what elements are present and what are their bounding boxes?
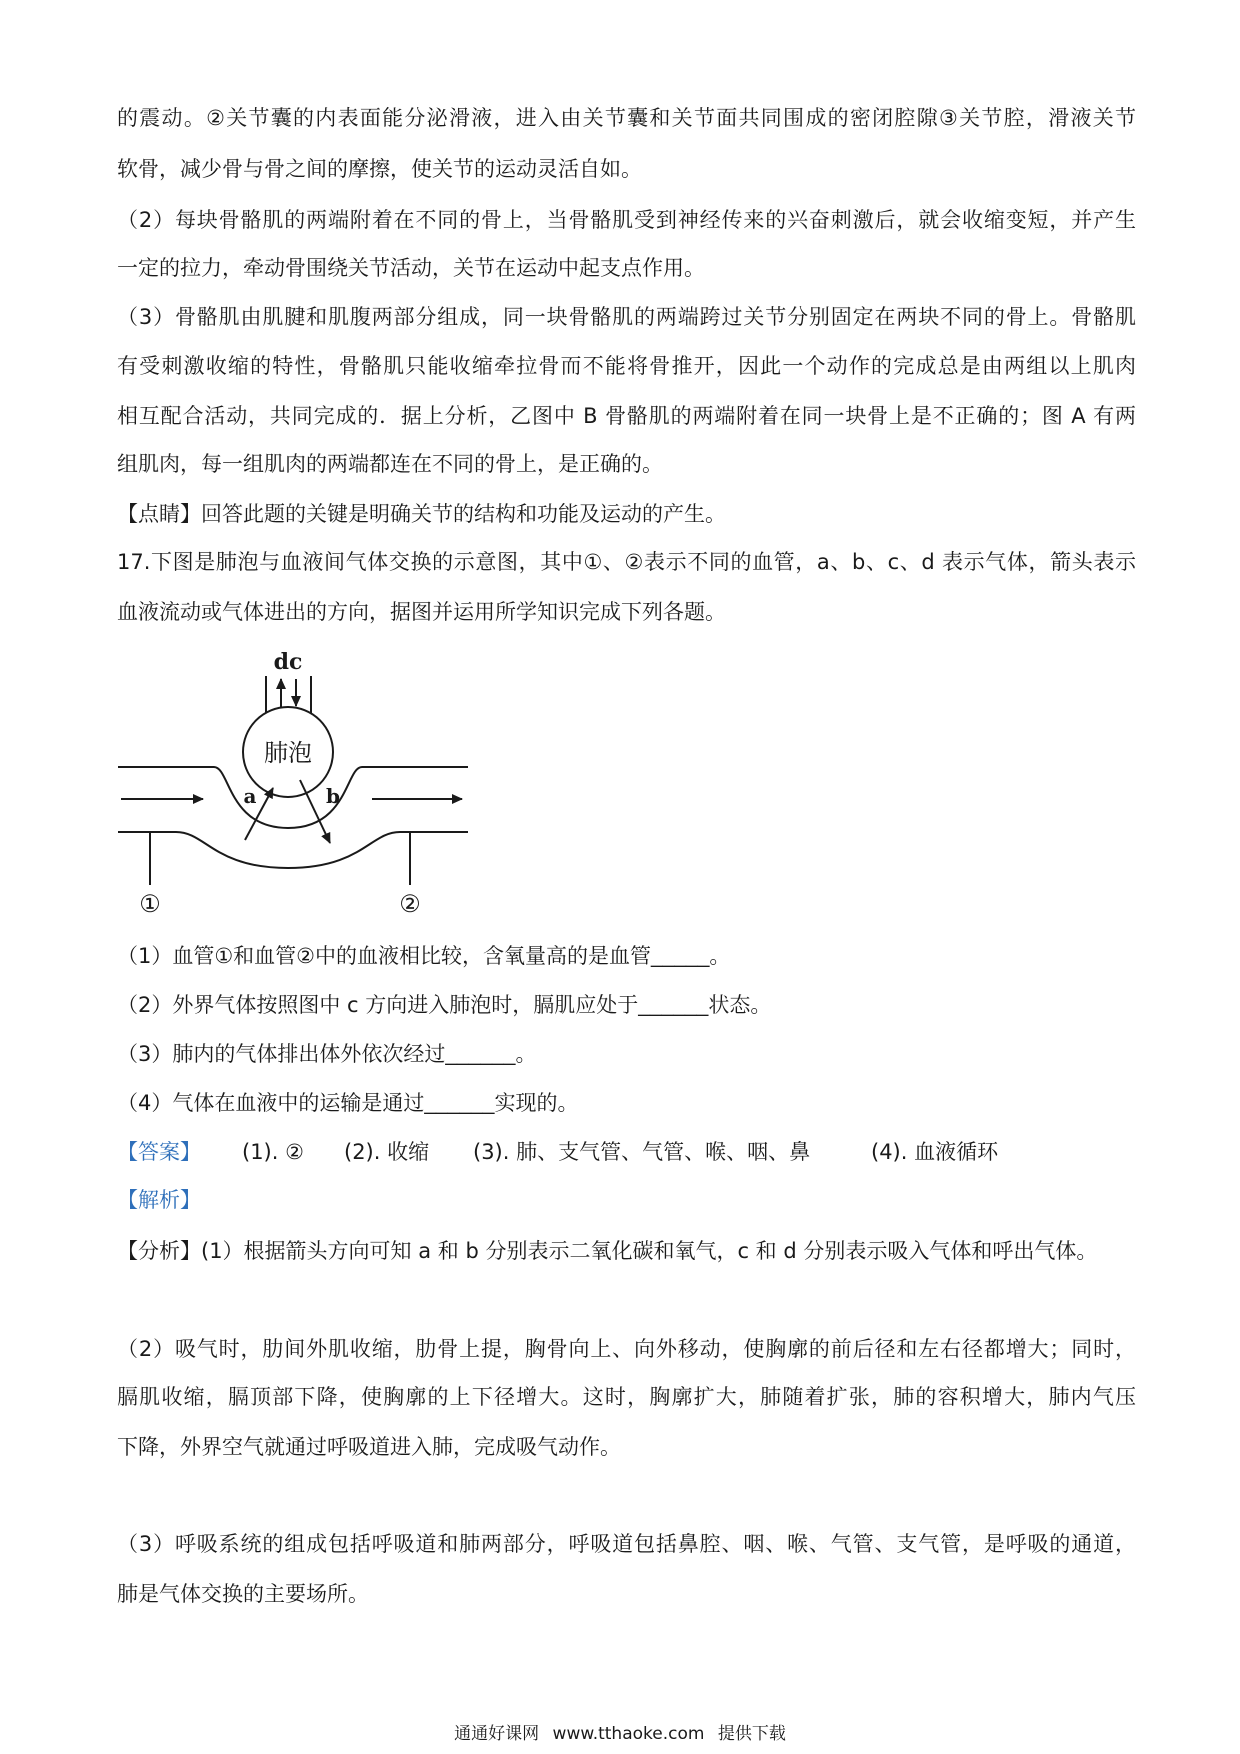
sub-question-text: （3）肺内的气体排出体外依次经过: [117, 1042, 446, 1066]
alveolus-label: 肺泡: [264, 739, 312, 767]
sub-question-1: [117, 941, 1136, 971]
sub-question-text: （1）血管①和血管②中的血液相比较，含氧量高的是血管: [117, 944, 652, 968]
sub-question-text: （4）气体在血液中的运输是通过: [117, 1091, 425, 1115]
sub-question-end: 实现的。: [494, 1091, 579, 1115]
answer-line: [117, 1137, 1136, 1167]
text-line: 的震动。②关节囊的内表面能分泌滑液，进入由关节囊和关节面共同围成的密闭腔隙③关节腔，滑液关节: [117, 106, 1136, 130]
sub-question-end: 。: [515, 1042, 537, 1066]
sub-question-end: 状态。: [708, 993, 772, 1017]
answer-item-2: (2). 收缩: [344, 1140, 430, 1164]
text-line: 膈肌收缩，膈顶部下降，使胸廓的上下径增大。这时，胸廓扩大，肺随着扩张，肺的容积增大，肺内气压: [117, 1385, 1136, 1409]
text-line: 有受刺激收缩的特性，骨骼肌只能收缩牵拉骨而不能将骨推开，因此一个动作的完成总是由两组以上肌肉: [117, 354, 1136, 378]
answer-blank: ______: [638, 994, 709, 1017]
vessel-lower-wall: [118, 832, 468, 868]
sub-question-text: （2）外界气体按照图中 c 方向进入肺泡时，膈肌应处于: [117, 993, 639, 1017]
sub-question-end: 。: [709, 944, 731, 968]
answer-blank: ______: [445, 1043, 516, 1066]
text-line: 肺是气体交换的主要场所。: [117, 1582, 369, 1606]
text-line: 组肌肉，每一组肌肉的两端都连在不同的骨上，是正确的。: [117, 452, 663, 476]
answer-item-3: (3). 肺、支气管、气管、喉、咽、鼻: [473, 1140, 811, 1164]
gas-b-label: b: [326, 784, 340, 808]
alveolus-gas-exchange-diagram: [100, 640, 500, 930]
sub-question-2: [117, 990, 1136, 1020]
page-footer: 通通好课网 www.tthaoke.com 提供下载: [454, 1724, 786, 1744]
answer-item-4: (4). 血液循环: [871, 1140, 999, 1164]
tip-text: 回答此题的关键是明确关节的结构和功能及运动的产生。: [201, 502, 726, 526]
tip-label: 【点睛】: [117, 502, 201, 526]
answer-item-1: (1). ②: [242, 1140, 304, 1164]
text-line: 下降，外界空气就通过呼吸道进入肺，完成吸气动作。: [117, 1435, 621, 1459]
explanation-label: 【解析】: [117, 1188, 201, 1212]
analysis-line: [117, 1236, 1136, 1266]
analysis-label: 【分析】: [117, 1239, 201, 1263]
vessel-1-label: ①: [139, 890, 161, 918]
answer-label: 【答案】: [117, 1140, 201, 1164]
answer-blank: _____: [651, 945, 710, 968]
sub-question-3: [117, 1039, 1136, 1069]
text-line: （2）吸气时，肋间外肌收缩，肋骨上提，胸骨向上、向外移动，使胸廓的前后径和左右径都增大；同时，: [117, 1337, 1136, 1361]
question-stem-line: 血液流动或气体进出的方向，据图并运用所学知识完成下列各题。: [117, 600, 726, 624]
text-line: （3）骨骼肌由肌腱和肌腹两部分组成，同一块骨骼肌的两端跨过关节分别固定在两块不同的骨上。骨骼肌: [117, 305, 1136, 329]
text-line: （2）每块骨骼肌的两端附着在不同的骨上，当骨骼肌受到神经传来的兴奋刺激后，就会收缩变短，并产生: [117, 208, 1136, 232]
gas-a-label: a: [243, 784, 257, 808]
question-stem-line: 17.下图是肺泡与血液间气体交换的示意图，其中①、②表示不同的血管，a、b、c、d 表示气体，箭头表示: [117, 550, 1136, 574]
sub-question-4: [117, 1088, 1136, 1118]
text-line: （3）呼吸系统的组成包括呼吸道和肺两部分，呼吸道包括鼻腔、咽、喉、气管、支气管，是呼吸的通道，: [117, 1532, 1136, 1556]
text-line: 软骨，减少骨与骨之间的摩擦，使关节的运动灵活自如。: [117, 157, 642, 181]
text-line: 相互配合活动，共同完成的．据上分析，乙图中 B 骨骼肌的两端附着在同一块骨上是不正确的；图 A 有两: [117, 404, 1136, 428]
analysis-text: (1）根据箭头方向可知 a 和 b 分别表示二氧化碳和氧气，c 和 d 分别表示吸入气体和呼出气体。: [201, 1239, 1098, 1263]
gas-dc-label: dc: [273, 649, 303, 675]
vessel-2-label: ②: [399, 890, 421, 918]
answer-blank: ______: [424, 1092, 495, 1115]
tip-line: [117, 499, 1136, 529]
text-line: 一定的拉力，牵动骨围绕关节活动，关节在运动中起支点作用。: [117, 256, 705, 280]
